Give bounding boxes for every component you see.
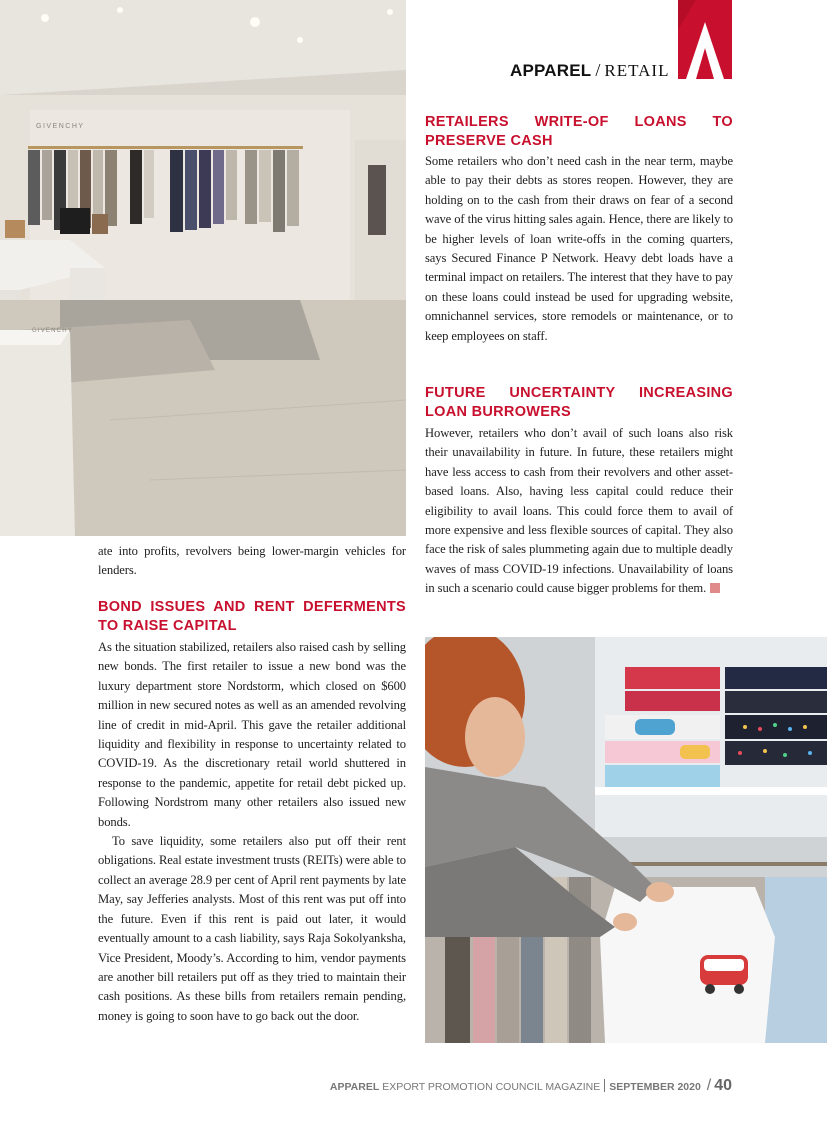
paragraph-bond-1: As the situation stabilized, retailers also raised cash by selling new bonds. The first retailer to issue a new bond was the luxury department store Nordstorm, which closed on $600 million in new secured notes as well as an amended revolving line of credit in mid-April. This gave the retailer additional liquidity and flexibility in response to uncertainty related to COVID-19. As the discretionary retail world shuttered in response to the pandemic, appetite for retail debt picked up. Following Nordstrom many other retailers also issued new bonds. xyxy=(98,640,406,829)
footer-issue: SEPTEMBER 2020 xyxy=(609,1081,701,1093)
magazine-logo xyxy=(678,0,732,79)
heading-bond: BOND ISSUES AND RENT DEFERMENTS TO RAISE CAPITAL xyxy=(98,599,406,634)
paragraph-future-text: However, retailers who don’t avail of such loans also risk their unavailability in future. In future, these retailers might have less access to cash from their revolvers and other asset-based loans. Also, having less capital could reduce their eligibility to avail loans. This could force them to avail of more expensive and less flexible sources of capital. They also face the risk of sales plummeting again due to multiple deadly waves of mass COVID-19 infections. Unavailability of loans in such a scenario could cause bigger problems for them. xyxy=(425,426,733,596)
footer-divider xyxy=(604,1079,605,1092)
bond-body xyxy=(98,638,406,1026)
store-sign: GIVENCHY xyxy=(36,123,85,130)
footer-slash: / xyxy=(706,1077,712,1094)
store-sign-plinth: GIVENCHY xyxy=(32,328,73,334)
section-sub: RETAIL xyxy=(604,61,670,80)
shopper-illustration xyxy=(425,637,827,1043)
article-end-mark xyxy=(710,583,720,593)
heading-future xyxy=(425,384,733,422)
page-number: 40 xyxy=(714,1077,732,1094)
section-label xyxy=(510,60,669,82)
paragraph-bond-2: To save liquidity, some retailers also put off their rent obligations. Real estate investment trusts (REITs) were able to collect an average 28.9 per cent of April rent payments by late May, say Jefferies analysts. Most of this rent was put off into the future. Even if this rent is paid out later, it would eventually amount to a cash liability, says Raja Sokolyanksha, Vice President, Moody’s. According to him, vendor payments are another bill retailers put off as they tried to maintain their cash positions. As these bills from retailers remain pending, money is going to soon have to go back out the door. xyxy=(98,834,406,1023)
paragraph-future xyxy=(425,424,733,599)
store-interior-illustration xyxy=(0,0,406,536)
page-footer xyxy=(330,1077,732,1095)
section-separator: / xyxy=(595,60,601,80)
section-main: APPAREL xyxy=(510,61,592,80)
paragraph-writeoff: Some retailers who don’t need cash in the near term, maybe able to pay their debts as stores reopen. However, they are holding on to the cash from their draws on fear of a second wave of the virus hitting sales again. Hence, there are likely to be higher levels of loan write-offs in the coming quarters, says Secured Finance P Network. Heavy debt loads have a terminal impact on retailers. The interest that they have to pay on these loans could instead be used for upgrading website, omnichannel services, store remodels or maintenance, or to keep employees on staff. xyxy=(425,154,733,343)
heading-writeoff: RETAILERS WRITE-OF LOANS TO PRESERVE CASH xyxy=(425,114,733,149)
footer-brand: APPAREL xyxy=(329,1081,380,1093)
store-photo xyxy=(0,0,406,536)
footer-magazine: EXPORT PROMOTION COUNCIL MAGAZINE xyxy=(382,1081,601,1093)
heading-future-text: FUTURE UNCERTAINTY INCREASING LOAN BURROWERS xyxy=(425,385,733,420)
shopper-photo xyxy=(425,637,827,1043)
logo-a-icon xyxy=(678,0,732,79)
paragraph-carryover: ate into profits, revolvers being lower-margin vehicles for lenders. xyxy=(98,544,406,578)
